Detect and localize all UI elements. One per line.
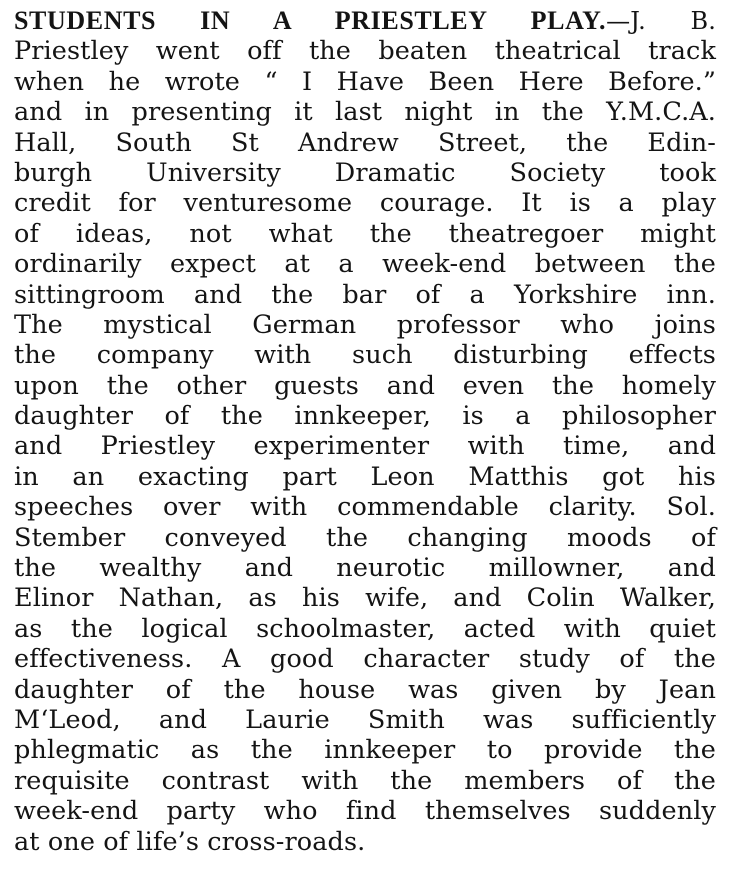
article-line: in an exacting part Leon Matthis got his bbox=[14, 461, 716, 492]
article-line: sittingroom and the bar of a Yorkshire inn. bbox=[14, 279, 716, 310]
article-line: the wealthy and neurotic millowner, and bbox=[14, 553, 716, 584]
article-line: daughter of the house was given by Jean bbox=[14, 674, 716, 705]
article-line: the company with such disturbing effects bbox=[14, 340, 716, 371]
article-line: and Priestley experimenter with time, and bbox=[14, 431, 716, 462]
article-line: upon the other guests and even the homely bbox=[14, 370, 716, 401]
article-line: Hall, South St Andrew Street, the Edin- bbox=[14, 127, 716, 158]
article-line: M‘Leod, and Laurie Smith was sufficiently bbox=[14, 704, 716, 735]
article-first-line bbox=[14, 6, 716, 36]
article-first-line-rest: —J. B. bbox=[606, 7, 716, 35]
article-last-line: at one of life’s cross-roads. bbox=[14, 826, 366, 857]
article-line: of ideas, not what the theatregoer might bbox=[14, 218, 716, 249]
article-line: Elinor Nathan, as his wife, and Colin Walker, bbox=[14, 583, 716, 614]
article-line: speeches over with commendable clarity. Sol. bbox=[14, 492, 716, 523]
article-line: requisite contrast with the members of the bbox=[14, 765, 716, 796]
article-line: phlegmatic as the innkeeper to provide the bbox=[14, 735, 716, 766]
article-line: as the logical schoolmaster, acted with quiet bbox=[14, 613, 716, 644]
article-line: effectiveness. A good character study of the bbox=[14, 644, 716, 675]
article-headline: STUDENTS IN A PRIESTLEY PLAY. bbox=[14, 6, 607, 35]
article-line: Stember conveyed the changing moods of bbox=[14, 522, 716, 553]
article-line: week-end party who find themselves suddenly bbox=[14, 796, 716, 827]
article-line: credit for venturesome courage. It is a play bbox=[14, 188, 716, 219]
article-line: ordinarily expect at a week-end between the bbox=[14, 249, 716, 280]
article-line: daughter of the innkeeper, is a philosopher bbox=[14, 401, 716, 432]
article-line: and in presenting it last night in the Y.M.C.A. bbox=[14, 97, 716, 128]
article-line: The mystical German professor who joins bbox=[14, 309, 716, 340]
article-line: when he wrote “ I Have Been Here Before.” bbox=[14, 66, 716, 97]
article-line: burgh University Dramatic Society took bbox=[14, 157, 716, 188]
article-line: Priestley went off the beaten theatrical track bbox=[14, 36, 716, 67]
